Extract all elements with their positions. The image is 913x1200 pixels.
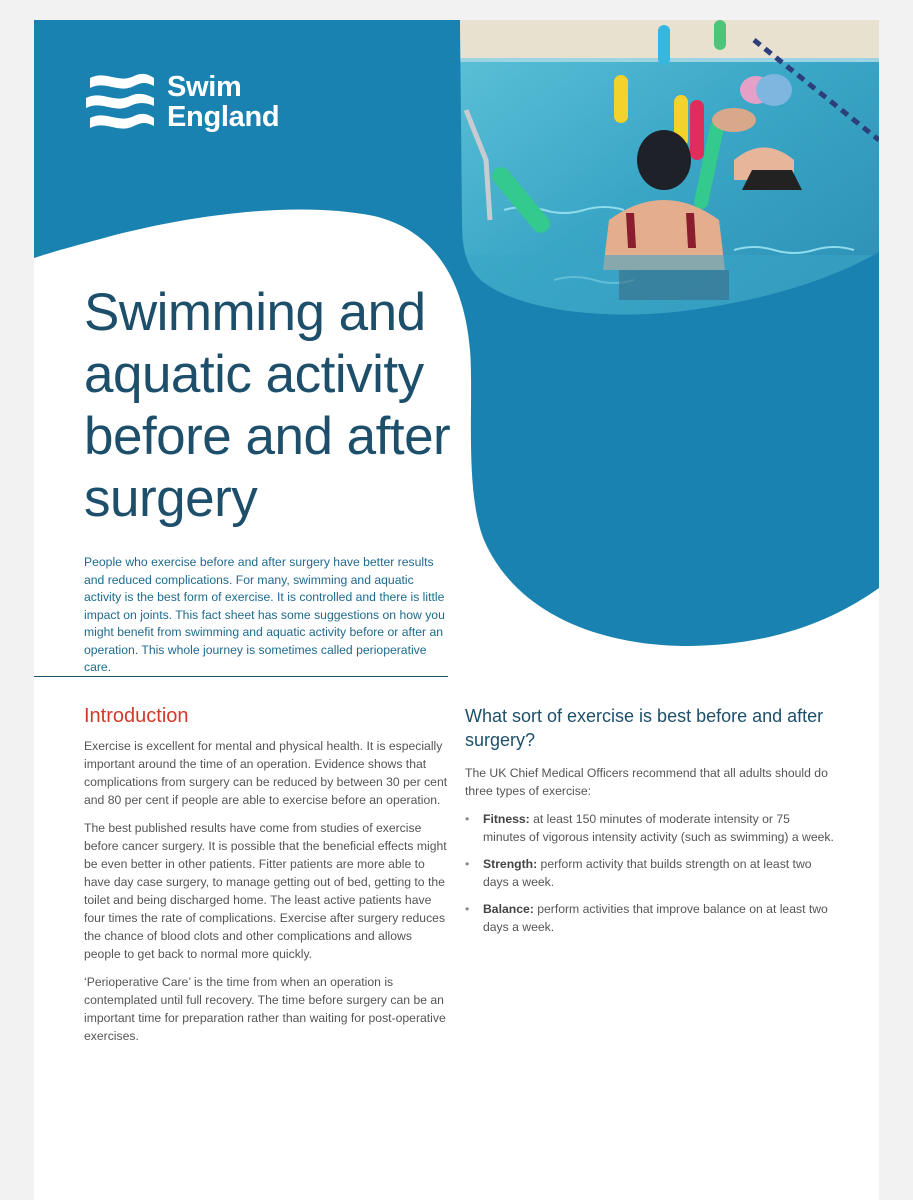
pool-aqua-class-photo bbox=[454, 20, 879, 325]
lead-paragraph: People who exercise before and after surgery have better results and reduced complications. For many, swimming and aquatic activity is the best form of exercise. It is controlled and there is little impact on joints. This fact sheet has some suggestions on how you might benefit from swimming and aquatic activity before or after an operation. This whole journey is sometimes called perioperative care. bbox=[84, 555, 445, 674]
bullet-icon: • bbox=[465, 902, 470, 916]
exercise-term: Fitness: bbox=[483, 812, 530, 826]
exercise-list bbox=[465, 810, 835, 936]
list-item bbox=[465, 900, 835, 936]
introduction-heading: Introduction bbox=[84, 705, 189, 727]
list-item bbox=[465, 855, 835, 891]
exercise-intro: The UK Chief Medical Officers recommend that all adults should do three types of exercise: bbox=[465, 766, 828, 798]
bullet-icon: • bbox=[465, 857, 470, 871]
exercise-heading: What sort of exercise is best before and after surgery? bbox=[465, 706, 824, 750]
intro-paragraph-1: Exercise is excellent for mental and physical health. It is especially important around the time of an operation. Evidence shows that complications from surgery can be reduced by between 30 per cent and 80 per cent if people are able to exercise before an operation. bbox=[84, 739, 448, 807]
brand-wordmark bbox=[167, 72, 279, 132]
intro-paragraph-2: The best published results have come from studies of exercise before cancer surgery. It is possible that the beneficial effects might be even better in other patients. Fitter patients are more able to have day case surgery, to manage getting out of bed, getting to the toilet and being discharged home. The least active patients have four times the rate of complications. Exercise after surgery reduces the chance of blood clots and other complications and allows people to get back to normal more quickly. bbox=[84, 821, 447, 961]
list-item bbox=[465, 810, 835, 846]
section-divider bbox=[34, 676, 448, 677]
brand-name-line1: Swim bbox=[167, 71, 242, 103]
swim-england-wave-icon bbox=[84, 70, 156, 140]
exercise-text: at least 150 minutes of moderate intensity or 75 minutes of vigorous intensity activity (such as swimming) a week. bbox=[483, 812, 834, 844]
brand-name-line2: England bbox=[167, 101, 280, 133]
exercise-text: perform activity that builds strength on at least two days a week. bbox=[483, 857, 812, 889]
introduction-section bbox=[84, 704, 451, 1055]
exercise-term: Balance: bbox=[483, 902, 534, 916]
exercise-term: Strength: bbox=[483, 857, 538, 871]
intro-paragraph-3: ‘Perioperative Care’ is the time from when an operation is contemplated until full recovery. The time before surgery can be an important time for preparation rather than waiting for post-operative exercises. bbox=[84, 975, 446, 1043]
page-title: Swimming and aquatic activity before and after surgery bbox=[84, 283, 451, 528]
exercise-section bbox=[465, 704, 835, 945]
fact-sheet-page bbox=[34, 20, 879, 1200]
exercise-text: perform activities that improve balance on at least two days a week. bbox=[483, 902, 828, 934]
bullet-icon: • bbox=[465, 812, 470, 826]
